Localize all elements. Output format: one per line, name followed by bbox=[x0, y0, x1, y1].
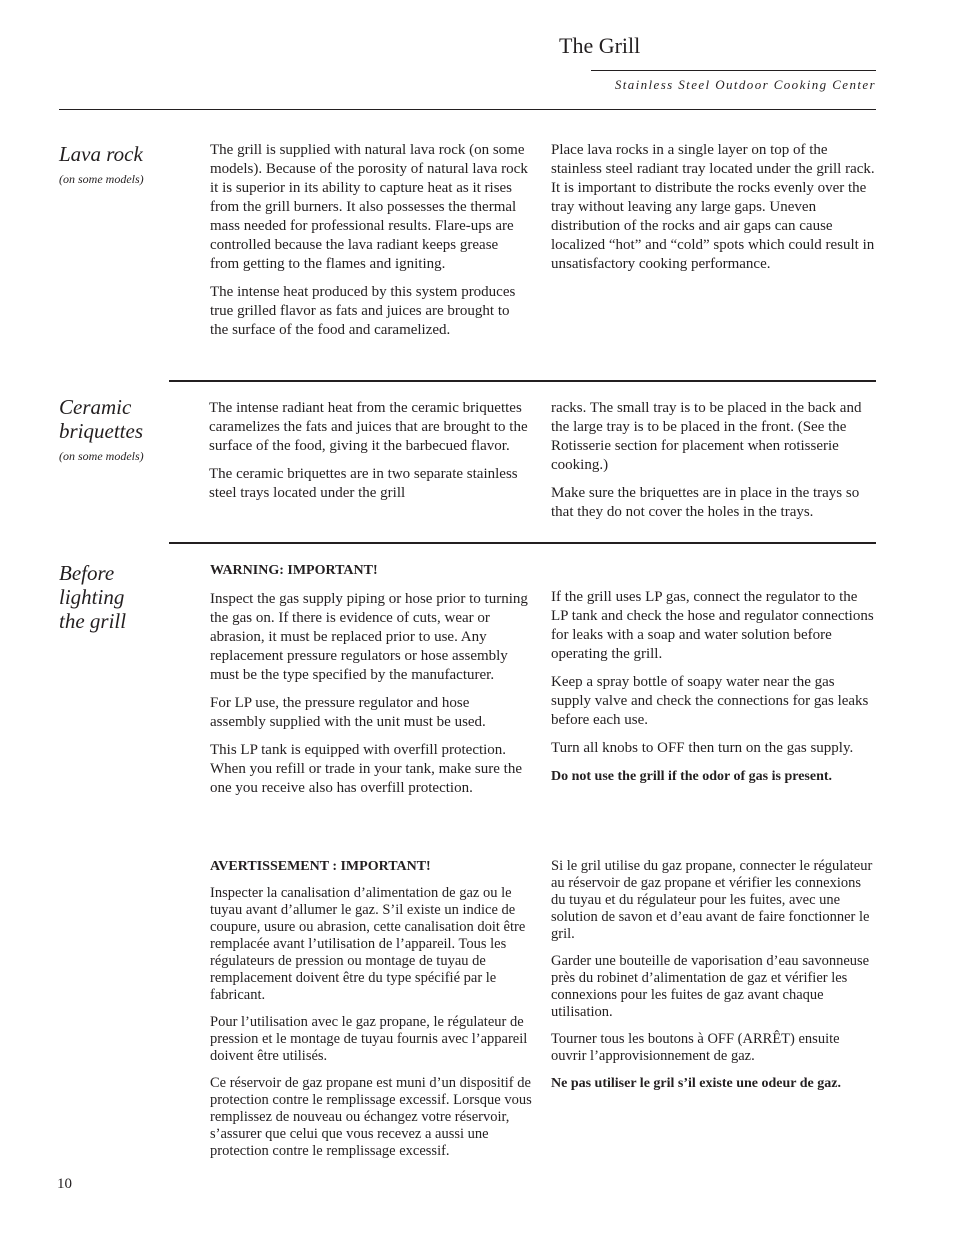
paragraph: racks. The small tray is to be placed in the back and the large tray is to be placed in the front. (See the Rotisserie section for placement when rotisserie cooking.) bbox=[551, 400, 862, 473]
paragraph: Make sure the briquettes are in place in the trays so that they do not cover the holes in the trays. bbox=[551, 485, 860, 520]
section-title-line: briquettes bbox=[59, 419, 143, 443]
paragraph: Garder une bouteille de vaporisation d’eau savonneuse près du robinet d’alimentation de gaz et vérifier les connexions pour les fuites de gaz avant chaque utilisation. bbox=[551, 953, 870, 1020]
warning-english-right-column bbox=[551, 588, 876, 795]
warning-heading-french: AVERTISSEMENT : IMPORTANT! bbox=[210, 859, 431, 874]
paragraph: Place lava rocks in a single layer on top of the stainless steel radiant tray located under the grill rack. It is important to distribute the rocks evenly over the tray without leaving any large gaps. Uneven distribution of the rocks and air gaps can cause localized “hot” and “cold” spots which could result in unsatisfactory cooking performance. bbox=[551, 142, 875, 272]
paragraph: The ceramic briquettes are in two separate stainless steel trays located under the grill bbox=[209, 466, 518, 501]
paragraph: Si le gril utilise du gaz propane, connecter le régulateur au réservoir de gaz propane et vérifier les connexions du tuyau et du régulateur pour les fuites, avec une solution de savon et d’eau avant de faire fonctionner le gril. bbox=[551, 858, 873, 942]
top-divider bbox=[59, 109, 876, 110]
gas-odor-warning: Do not use the grill if the odor of gas is present. bbox=[551, 769, 833, 784]
lava-rock-left-column bbox=[210, 141, 528, 349]
page-title: The Grill bbox=[559, 33, 641, 58]
paragraph: Turn all knobs to OFF then turn on the gas supply. bbox=[551, 740, 854, 756]
ceramic-right-column bbox=[551, 399, 876, 531]
paragraph: This LP tank is equipped with overfill protection. When you refill or trade in your tank, make sure the one you receive also has overfill protection. bbox=[210, 742, 522, 796]
warning-english-left-column bbox=[210, 561, 528, 807]
section-title-line: the grill bbox=[59, 609, 127, 633]
paragraph: For LP use, the pressure regulator and hose assembly supplied with the unit must be used. bbox=[210, 695, 486, 730]
page-number: 10 bbox=[57, 1176, 72, 1192]
paragraph: Inspecter la canalisation d’alimentation de gaz ou le tuyau avant d’allumer le gaz. S’il existe un indice de coupure, usure ou abrasion, cette canalisation doit être remplacée avant l’utilisation de l’appareil. Tous les régulateurs de pression ou montage de tuyau de remplacement doivent être du type spécifié par le fabricant. bbox=[210, 885, 526, 1003]
section-divider bbox=[169, 380, 876, 382]
ceramic-left-column bbox=[209, 399, 531, 512]
warning-french-right-column bbox=[551, 858, 873, 1102]
header-divider bbox=[591, 70, 876, 71]
warning-heading: WARNING: IMPORTANT! bbox=[210, 563, 378, 578]
paragraph: The intense radiant heat from the ceramic briquettes caramelizes the fats and juices that are brought to the surface of the food, giving it the barbecued flavor. bbox=[209, 400, 528, 454]
paragraph: The grill is supplied with natural lava rock (on some models). Because of the porosity of natural lava rock it is superior in its ability to capture heat as it rises from the grill burners. It also possesses the thermal mass needed for professional results. Flare-ups are controlled because the lava radiant keeps grease from getting to the flames and igniting. bbox=[210, 142, 528, 272]
paragraph: Keep a spray bottle of soapy water near the gas supply valve and check the connections for gas leaks before each use. bbox=[551, 674, 869, 728]
section-title-lava-rock: Lava rock bbox=[59, 142, 143, 166]
section-title-ceramic-briquettes bbox=[59, 395, 143, 443]
paragraph: Ce réservoir de gaz propane est muni d’un dispositif de protection contre le remplissage excessif. Lorsque vous remplissez de nouveau ou échangez votre réservoir, s’assurer que celui que vous recevez a aussi une protection contre le remplissage excessif. bbox=[210, 1075, 532, 1159]
section-title-line: lighting bbox=[59, 585, 125, 609]
section-title-line: Before bbox=[59, 561, 115, 585]
section-subtitle-ceramic: (on some models) bbox=[59, 449, 144, 463]
paragraph: Pour l’utilisation avec le gaz propane, le régulateur de pression et le montage de tuyau fournis avec l’appareil doivent être utilisés. bbox=[210, 1014, 528, 1064]
paragraph: Inspect the gas supply piping or hose prior to turning the gas on. If there is evidence of cuts, wear or abrasion, it must be replaced prior to use. Any replacement pressure regulators or hose assembly must be the type specified by the manufacturer. bbox=[210, 591, 528, 683]
section-subtitle-lava-rock: (on some models) bbox=[59, 172, 144, 186]
warning-french-left-column bbox=[210, 858, 536, 1170]
paragraph: Tourner tous les boutons à OFF (ARRÊT) ensuite ouvrir l’approvisionnement de gaz. bbox=[551, 1031, 840, 1064]
section-title-line: Ceramic bbox=[59, 395, 132, 419]
section-divider bbox=[169, 542, 876, 544]
paragraph: If the grill uses LP gas, connect the regulator to the LP tank and check the hose and regulator connections for leaks with a soap and water solution before operating the grill. bbox=[551, 589, 874, 662]
paragraph: The intense heat produced by this system produces true grilled flavor as fats and juices are brought to the surface of the food and caramelized. bbox=[210, 284, 516, 338]
gas-odor-warning-french: Ne pas utiliser le gril s’il existe une odeur de gaz. bbox=[551, 1076, 841, 1091]
page-subtitle: Stainless Steel Outdoor Cooking Center bbox=[614, 77, 876, 92]
section-title-before-lighting bbox=[59, 561, 126, 633]
lava-rock-right-column bbox=[551, 141, 876, 283]
